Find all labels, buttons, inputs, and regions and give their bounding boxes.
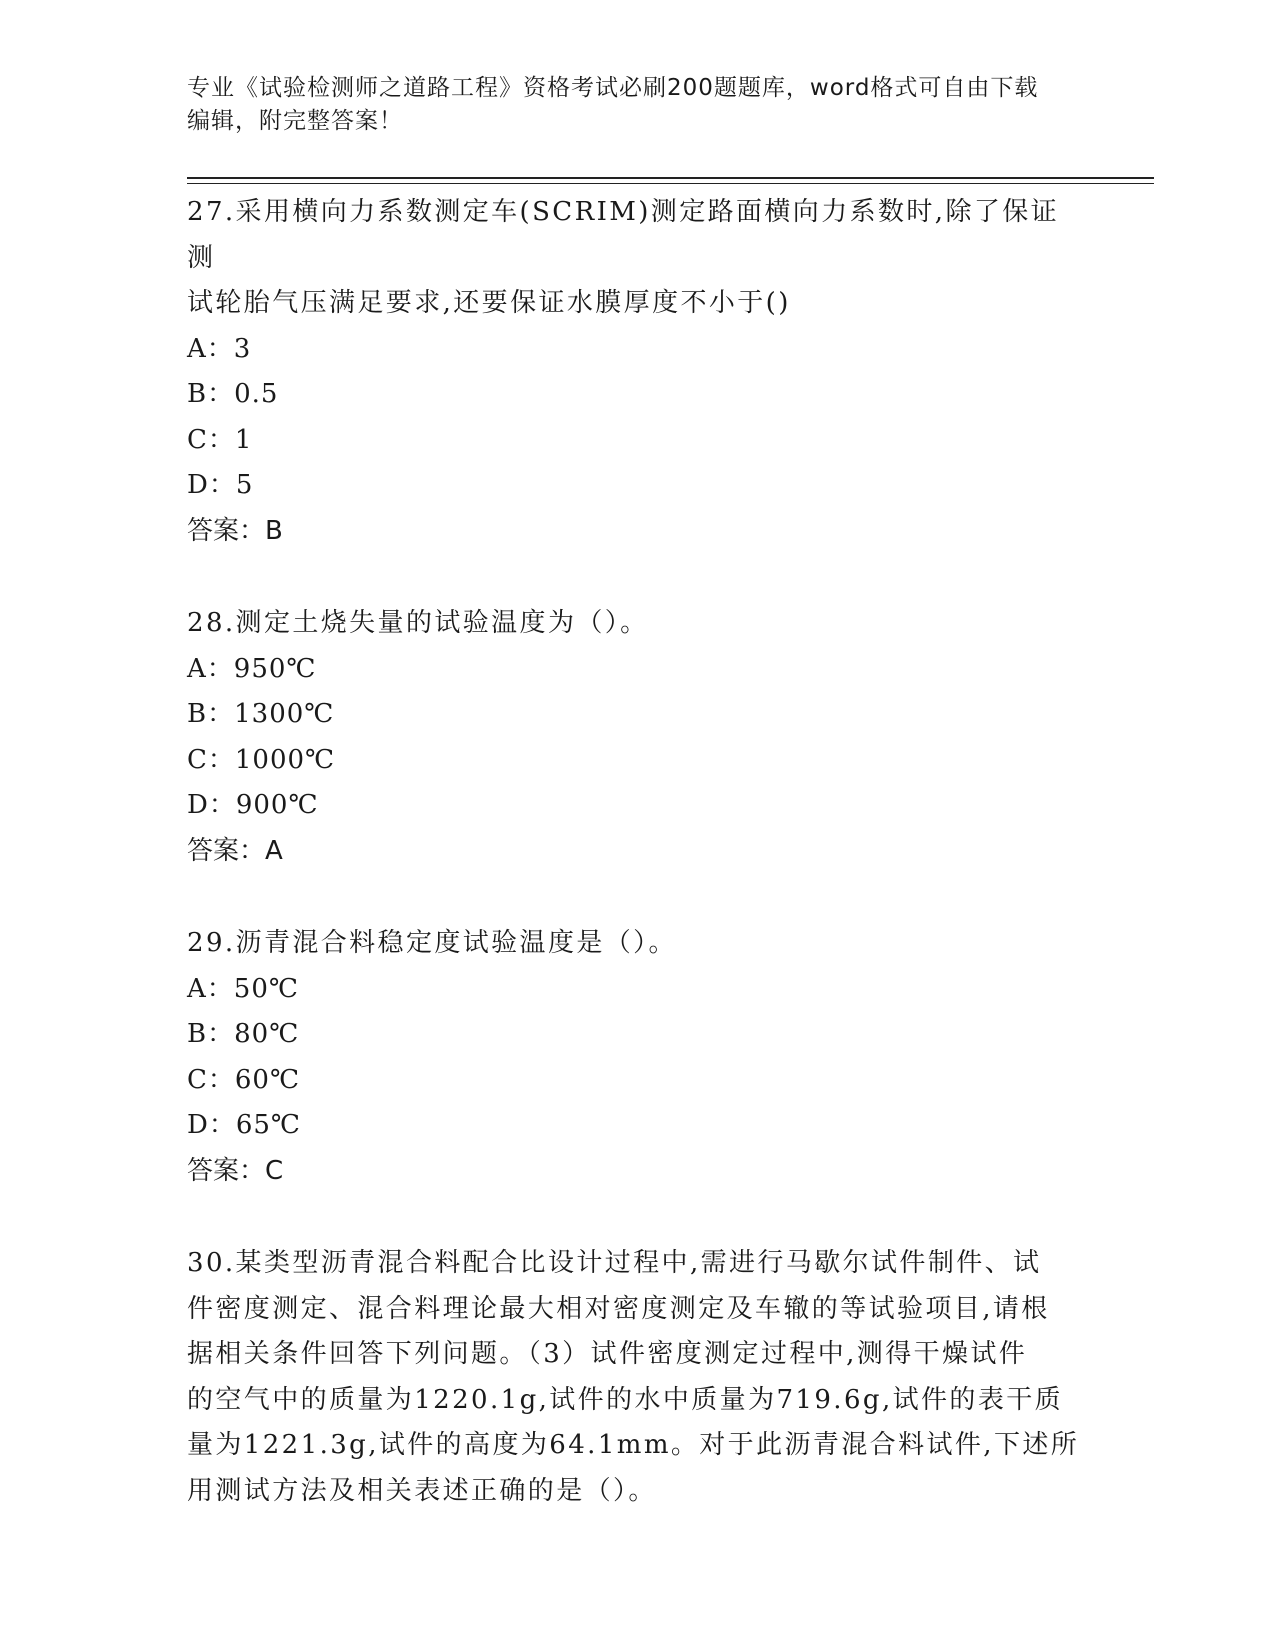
spacer — [187, 1194, 1087, 1241]
question-text: 件密度测定、混合料理论最大相对密度测定及车辙的等试验项目,请根 — [187, 1293, 1050, 1324]
question-text: 28.测定土烧失量的试验温度为（）。 — [187, 608, 649, 638]
question-29 — [187, 921, 1087, 1194]
question-text: 30.某类型沥青混合料配合比设计过程中,需进行马歇尔试件制件、试 — [187, 1248, 1042, 1278]
question-text: 27.采用横向力系数测定车(SCRIM)测定路面横向力系数时,除了保证测 — [187, 197, 1060, 273]
header-line-1: 专业《试验检测师之道路工程》资格考试必刷200题题库，word格式可自由下载 — [187, 75, 1039, 101]
spacer — [187, 554, 1087, 601]
answer: 答案：B — [187, 515, 283, 546]
answer: 答案：C — [187, 1155, 284, 1186]
spacer — [187, 874, 1087, 921]
header-divider-thin — [187, 183, 1154, 184]
question-text: 试轮胎气压满足要求,还要保证水膜厚度不小于() — [187, 288, 791, 318]
option-d: D：5 — [187, 470, 254, 500]
question-30 — [187, 1241, 1087, 1514]
option-c: C：1000℃ — [187, 744, 336, 775]
question-text: 量为1221.3g,试件的高度为64.1mm。对于此沥青混合料试件,下述所 — [187, 1430, 1080, 1460]
option-b: B：1300℃ — [187, 699, 335, 729]
option-a: A：50℃ — [187, 973, 299, 1004]
option-c: C：1 — [187, 424, 253, 455]
question-text: 29.沥青混合料稳定度试验温度是（）。 — [187, 928, 677, 958]
document-header — [187, 72, 1067, 138]
question-text: 据相关条件回答下列问题。（3）试件密度测定过程中,测得干燥试件 — [187, 1339, 1028, 1369]
question-27 — [187, 190, 1087, 554]
header-line-2: 编辑，附完整答案！ — [187, 108, 403, 134]
question-28 — [187, 601, 1087, 874]
question-list — [187, 190, 1087, 1514]
option-d: D：900℃ — [187, 790, 319, 820]
option-b: B：0.5 — [187, 379, 279, 409]
option-d: D：65℃ — [187, 1110, 302, 1140]
header-divider-thick — [187, 177, 1154, 179]
option-a: A：3 — [187, 333, 252, 364]
question-text: 的空气中的质量为1220.1g,试件的水中质量为719.6g,试件的表干质 — [187, 1384, 1064, 1415]
option-c: C：60℃ — [187, 1064, 301, 1095]
answer: 答案：A — [187, 835, 283, 866]
option-a: A：950℃ — [187, 653, 317, 684]
question-text: 用测试方法及相关表述正确的是（）。 — [187, 1475, 657, 1506]
option-b: B：80℃ — [187, 1019, 300, 1049]
